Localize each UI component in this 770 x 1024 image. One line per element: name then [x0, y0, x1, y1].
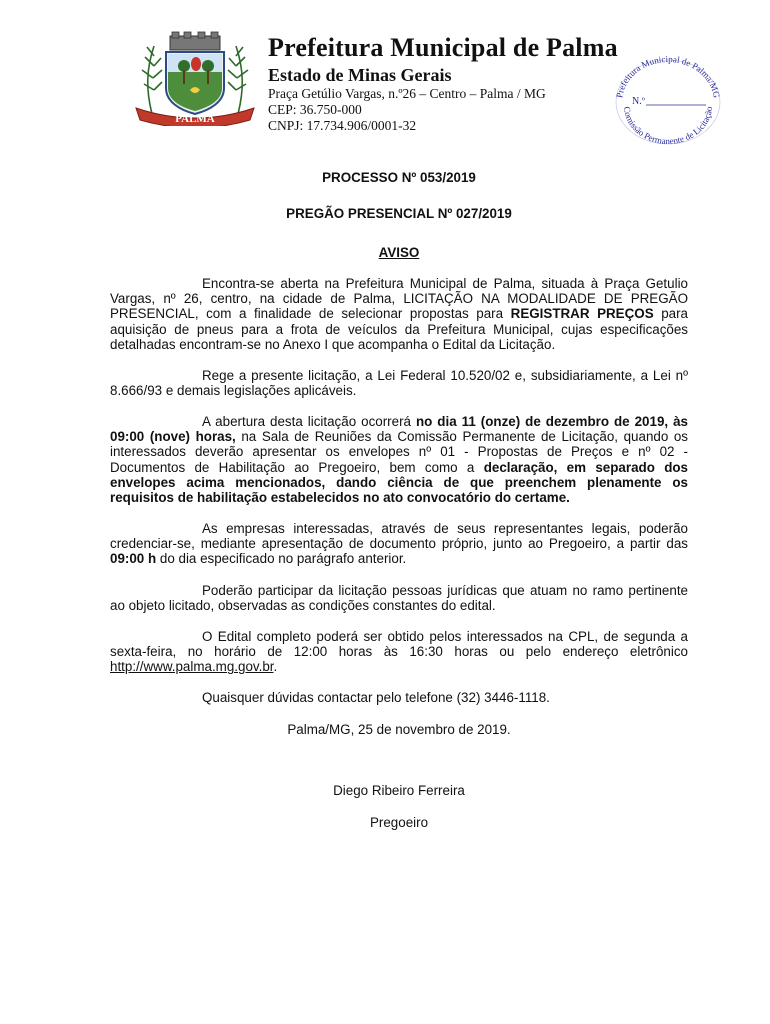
place-date: Palma/MG, 25 de novembro de 2019. — [287, 722, 511, 737]
commission-stamp — [608, 50, 728, 146]
svg-text:Prefeitura Municipal de Palma/ — [614, 54, 722, 99]
stamp-bottom-text: Comissão Permanente de Licitação — [621, 105, 715, 146]
paragraph-contact: Quaisquer dúvidas contactar pelo telefone (32) 3446-1118. — [202, 690, 550, 705]
paragraph-participation: Poderão participar da licitação pessoas jurídicas que atuam no ramo pertinente ao objeto licitado, observadas as condições constantes do edital. — [110, 583, 688, 614]
paragraph-edital: O Edital completo poderá ser obtido pelos interessados na CPL, de segunda a sexta-feira, no horário de 12:00 horas às 16:30 horas ou pelo endereço eletrônico http://www.palma.mg.gov.br. — [110, 629, 688, 675]
address-line: Praça Getúlio Vargas, n.º26 – Centro – Palma / MG — [268, 86, 546, 101]
cnpj-line: CNPJ: 17.734.906/0001-32 — [268, 118, 417, 133]
crest-banner-text: PALMA — [175, 113, 215, 125]
paragraph-legislation: Rege a presente licitação, a Lei Federal 10.520/02 e, subsidiariamente, a Lei nº 8.666/93 e demais legislações aplicáveis. — [110, 368, 688, 399]
cep-line: CEP: 36.750-000 — [268, 102, 362, 117]
state-name: Estado de Minas Gerais — [268, 65, 452, 85]
pregao-title: PREGÃO PRESENCIAL Nº 027/2019 — [286, 206, 512, 221]
municipality-title: Prefeitura Municipal de Palma — [268, 33, 618, 62]
signatory-role: Pregoeiro — [369, 815, 429, 830]
aviso-heading: AVISO — [378, 245, 420, 260]
stamp-number-label: N.º — [632, 96, 645, 107]
signatory-name: Diego Ribeiro Ferreira — [333, 783, 465, 798]
svg-text:Comissão Permanente de Licitaç — [622, 106, 714, 146]
stamp-top-text: Prefeitura Municipal de Palma/MG — [614, 53, 722, 99]
processo-title: PROCESSO Nº 053/2019 — [322, 170, 476, 185]
paragraph-opening: Encontra-se aberta na Prefeitura Municipal de Palma, situada à Praça Getulio Vargas, nº 26, centro, na cidade de Palma, LICITAÇÃO NA MODALIDADE DE PREGÃO PRESENCIAL, com a finalidade de selecionar propostas para REGISTRAR PREÇOS para aquisição de pneus para a frota de veículos da Prefeitura Municipal, cujas especificações detalhadas encontram-se no Anexo I que acompanha o Edital da Licitação. — [110, 276, 689, 352]
paragraph-accreditation: As empresas interessadas, através de seus representantes legais, poderão credenciar-se, mediante apresentação de documento próprio, junto ao Pregoeiro, a partir das 09:00 h do dia especificado no parágrafo anterior. — [110, 521, 688, 567]
paragraph-opening-date: A abertura desta licitação ocorrerá no dia 11 (onze) de dezembro de 2019, às 09:00 (nove) horas, na Sala de Reuniões da Comissão Permanente de Licitação, quando os interessados deverão apresentar os envelopes nº 01 - Propostas de Preços e nº 02 - Documentos de Habilitação ao Pregoeiro, bem como a declaração, em separado dos envelopes acima mencionados, dando ciência de que preenchem plenamente os requisitos de habilitação estabelecidos no ato convocatório do certame. — [110, 414, 689, 506]
municipal-crest-logo — [132, 30, 258, 126]
website-link[interactable]: http://www.palma.mg.gov.br — [110, 659, 274, 675]
letterhead — [268, 34, 618, 134]
